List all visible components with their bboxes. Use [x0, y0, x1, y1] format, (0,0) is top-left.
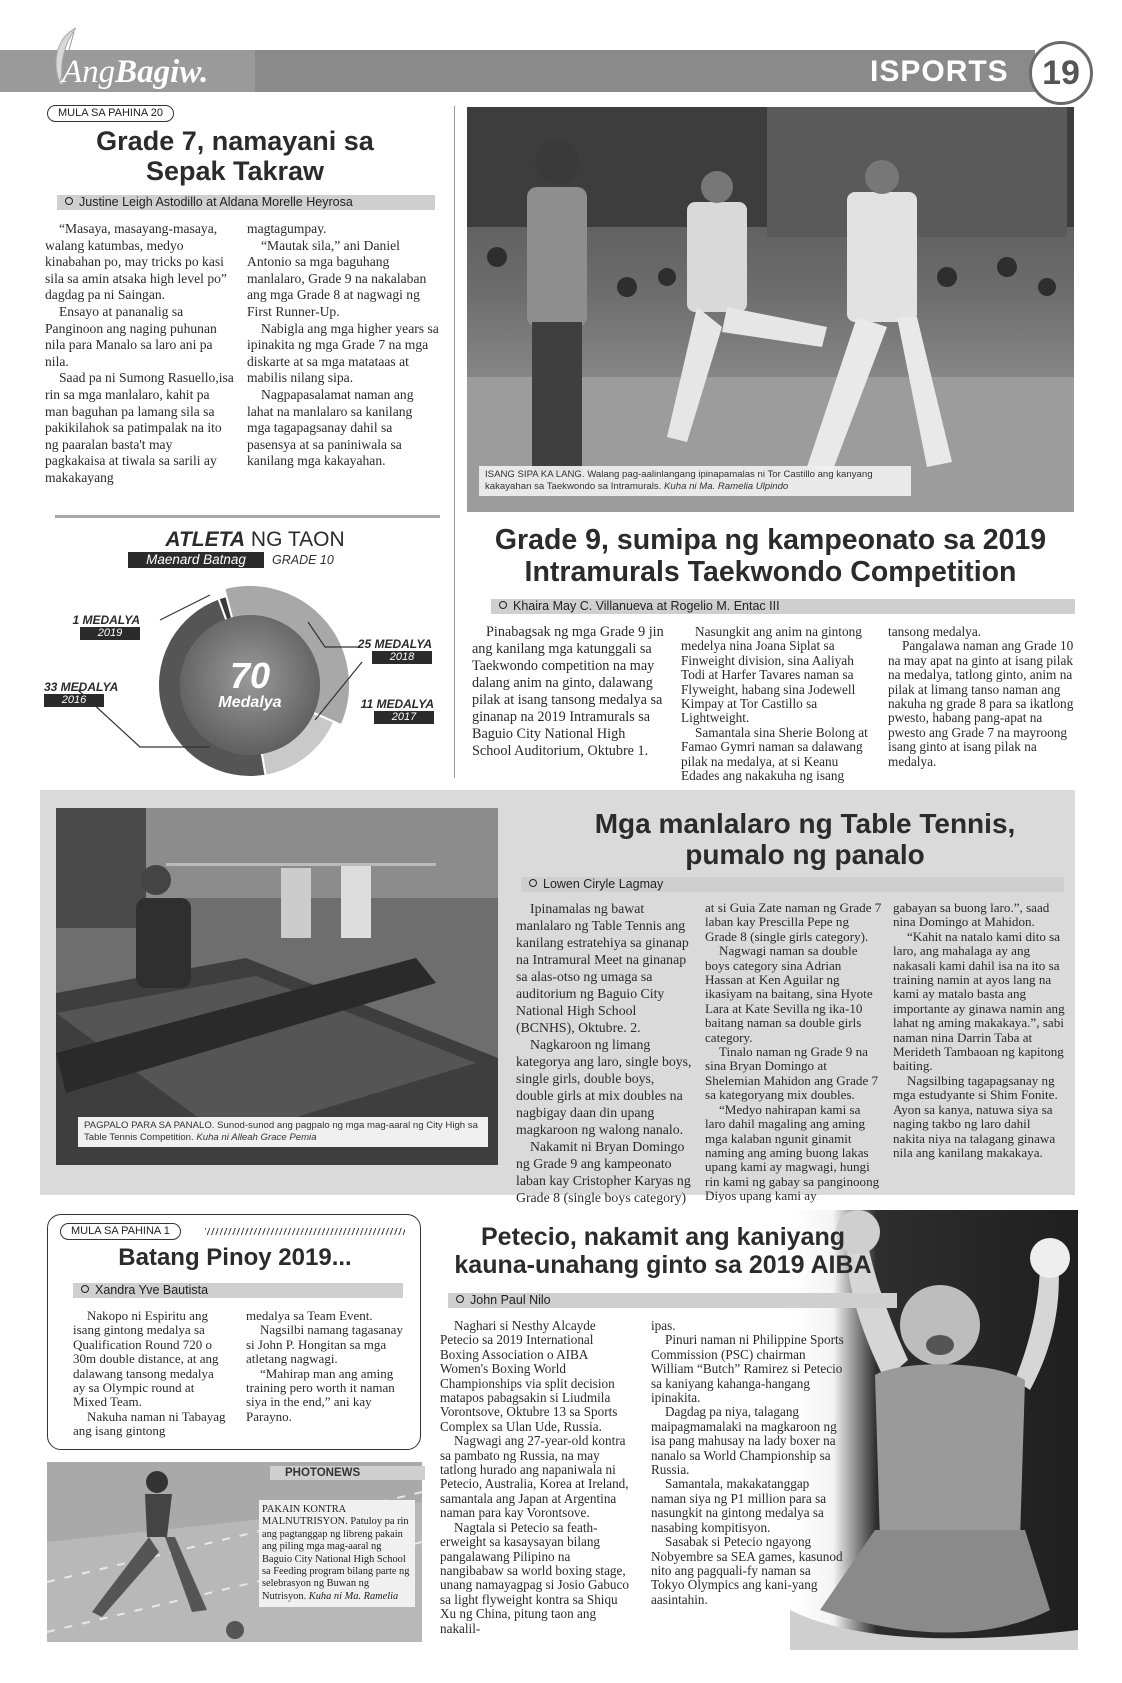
table-tennis-paragraph: Nagwagi naman sa double boys category sina Adrian Hassan at Ken Aguilar ng ikasiyam na baitang, sina Hyote Lara at Kate Sevilla ng ika-10 baitang naman sa double girls category. [705, 943, 873, 1045]
batang-continued-tag: MULA SA PAHINA 1 [60, 1223, 181, 1240]
slice-label-2019 [70, 613, 140, 640]
table-tennis-paragraph: “Kahit na natalo kami dito sa laro, ang mahalaga ay ang nakasali kami dahil isa na ito sa training namin at ayos lang na kami ay matalo basta ang importante ay ginawa namin ang lahat ng aming makakaya.”, sabi naman nina Darrin Taba at Merideth Tambaoan ng kapitong baiting. [893, 928, 1065, 1074]
sepak-byline [57, 195, 435, 210]
bullet-icon [65, 197, 73, 205]
petecio-paragraph: Nagwagi ang 27-year-old kontra sa pambato ng Russia, na may tatlong hurado ang napaniwala ni Petecio, Australia, Korea at Ireland, samantala ang Japan at Argentina naman para kay Vorontsove. [440, 1433, 629, 1521]
petecio-byline [448, 1293, 897, 1308]
column-rule [454, 106, 455, 778]
sepak-column-1 [45, 221, 235, 487]
section-label: ISPORTS [870, 55, 1009, 88]
chart-total-label: Medalya [218, 694, 282, 711]
photonews-caption [259, 1500, 415, 1607]
petecio-paragraph: Samantala, makakatanggap naman siya ng P1 million para sa nasungkit na gintong medalya sa nasabing kompitisyon. [651, 1476, 827, 1535]
slice-label-2017-count: 11 MEDALYA [360, 697, 434, 711]
table-tennis-headline: Mga manlalaro ng Table Tennis, pumalo ng panalo [594, 808, 1016, 871]
sepak-paragraph: Nagpapasalamat naman ang lahat na manlalaro sa kanilang mga tagapagsanay dahil sa pasensya at sa paniniwala sa kanilang mga kakayahan. [247, 386, 414, 469]
sepak-paragraph: “Masaya, masayang-masaya, walang katumbas, medyo kinabahan po, may tricks po kasi sila sa amin atsaka high level po” dagdag pa ni Saingan. [45, 221, 227, 303]
taekwondo-column-1 [472, 624, 668, 760]
table-tennis-column-3 [893, 901, 1065, 1160]
slice-label-2016-year: 2016 [44, 694, 104, 707]
atleta-grade: GRADE 10 [272, 553, 334, 567]
sepak-column-2 [247, 221, 439, 470]
table-tennis-paragraph: “Medyo nahirapan kami sa laro dahil magaling ang aming mga kalaban ngunit ginamit naming ang aming buong lakas upang kami ay magwagi, hungi rin kami ng gabay sa panginoong Diyos upang kami ay [705, 1101, 880, 1204]
slice-label-2016-count: 33 MEDALYA [44, 680, 119, 694]
petecio-paragraph: Dagdag pa niya, talagang maipagmamalaki na magkaroon ng isa pang mahusay na lady boxer na nanalo sa World Championship sa Russia. [651, 1404, 837, 1478]
taekwondo-column-3 [888, 625, 1078, 769]
table-tennis-scene [56, 808, 498, 1165]
batang-paragraph: “Mahirap man ang aming training pero worth it naman siya in the end,” ani kay Parayno. [246, 1365, 395, 1424]
batang-headline: Batang Pinoy 2019... [118, 1244, 352, 1271]
taekwondo-scene [467, 107, 1074, 512]
taekwondo-paragraph: Samantala sina Sherie Bolong at Famao Gymri naman sa dalawang pilak na medalya, at si Keanu Edades ang nakakuha ng isang [681, 724, 868, 784]
table-tennis-photo [56, 808, 498, 1165]
atleta-title-bold: ATLETA [165, 528, 246, 551]
taekwondo-paragraph: tansong medalya. [888, 624, 982, 639]
batang-byline-text: Xandra Yve Bautista [95, 1283, 209, 1297]
petecio-byline-text: John Paul Nilo [470, 1293, 551, 1307]
taekwondo-paragraph: Pinabagsak ng mga Grade 9 jin ang kanilang mga katunggali sa Taekwondo competition na may dalang anim na ginto, dalawang pilak at isang tansong medalya sa ginanap na 2019 Intramurals sa Baguio City National High School Auditorium, Oktubre 1. [472, 624, 664, 759]
slice-label-2017 [354, 697, 434, 724]
taekwondo-paragraph: Pangalawa naman ang Grade 10 na may apat na ginto at isang pilak na medalya, tatlong ginto, anim na pilak at limang tanso naman ang nakuha ng grade 8 para sa ikatlong pwesto, habang pang-apat na pwesto ang Grade 7 na mayroong isang ginto at isang pilak na medalya. [888, 638, 1074, 769]
batang-column-2 [246, 1309, 406, 1424]
petecio-column-2 [651, 1319, 844, 1607]
photonews-label: PHOTONEWS [270, 1466, 425, 1480]
slice-label-2019-year: 2019 [80, 627, 140, 640]
sepak-headline: Grade 7, namayani sa Sepak Takraw [96, 126, 374, 187]
atleta-title [125, 528, 385, 552]
sepak-paragraph: Nabigla ang mga higher years sa ipinakita ng mga Grade 7 na mga diskarte at sa mga matataas at mabilis nilang sipa. [247, 320, 439, 386]
petecio-paragraph: Pinuri naman ni Philippine Sports Commission (PSC) chairman William “Butch” Ramirez si Petecio sa kaniyang kahanga-hangang ipinakita. [651, 1332, 844, 1406]
table-tennis-paragraph: Ipinamalas ng bawat manlalaro ng Table Tennis ang kanilang estratehiya sa ginanap na Intramural Meet na ginanap sa alas-otso ng umaga sa auditorium ng Baguio City National High School (BCNHS), Oktubre. 2. [516, 901, 689, 1035]
taekwondo-byline [491, 599, 1075, 614]
sepak-byline-text: Justine Leigh Astodillo at Aldana Morelle Heyrosa [79, 195, 353, 209]
atleta-title-rest: NG TAON [250, 528, 345, 551]
batang-paragraph: Nakopo ni Espiritu ang isang gintong medalya sa Qualification Round 720 o 30m double distance, at ang dalawang tansong medalya ay sa Olympic round at Mixed Team. [73, 1308, 219, 1410]
slice-label-2017-year: 2017 [374, 711, 434, 724]
batang-paragraph: medalya sa Team Event. [246, 1308, 373, 1323]
paper-logo [62, 52, 208, 92]
table-tennis-byline [521, 877, 1064, 892]
chart-total-value: 70 [229, 655, 271, 696]
photonews-caption-text: PAKAIN KONTRA MALNUTRISYON. Patuloy pa rin ang pagtanggap ng libreng pakain ang piling mga mag-aaral ng Baguio City National High School sa Feeding program bilang parte ng selebrasyon ng Buwan ng Nutrisyon. [262, 1504, 410, 1602]
photonews-photo-credit: Kuha ni Ma. Ramelia [308, 1590, 399, 1602]
batang-byline [73, 1283, 403, 1298]
bullet-icon [529, 879, 537, 887]
table-tennis-byline-text: Lowen Ciryle Lagmay [543, 877, 664, 891]
paper-name-prefix: Ang [62, 54, 116, 90]
bullet-icon [499, 601, 507, 609]
taekwondo-byline-text: Khaira May C. Villanueva at Rogelio M. Entac III [513, 599, 780, 613]
taekwondo-caption [479, 466, 911, 496]
slice-label-2019-count: 1 MEDALYA [72, 613, 140, 627]
petecio-paragraph: ipas. [651, 1318, 676, 1333]
table-tennis-column-1 [516, 900, 692, 1206]
petecio-paragraph: Nagtala si Petecio sa feath-erweight sa kasaysayan bilang pangalawang Pilipino na nangibabaw sa world boxing stage, unang namayagpag si Josio Gabuco sa light flyweight kontra sa Shiqu Xu ng China, pitung taon ang nakalil- [440, 1519, 629, 1636]
petecio-headline: Petecio, nakamit ang kaniyang kauna-unahang ginto sa 2019 AIBA [454, 1223, 872, 1279]
petecio-column-1 [440, 1319, 633, 1636]
atleta-name: Maenard Batnag [128, 552, 264, 568]
slice-label-2018-count: 25 MEDALYA [357, 637, 432, 651]
table-tennis-paragraph: Nagsilbing tagapagsanay ng mga estudyante si Shim Fonite. Ayon sa kanya, natuwa siya sa naging takbo ng laro dahil nakita niya na talagang ginawa nila ang kanilang makakaya. [893, 1072, 1058, 1160]
table-tennis-caption [78, 1117, 488, 1147]
taekwondo-photo [467, 107, 1074, 512]
table-tennis-caption-text: PAGPALO PARA SA PANALO. Sunod-sunod ang pagpalo ng mga mag-aaral ng City High sa Table Tennis Competition. [84, 1120, 478, 1143]
bullet-icon [456, 1295, 464, 1303]
batang-column-1 [73, 1309, 229, 1439]
table-tennis-column-2 [705, 901, 882, 1204]
sepak-paragraph: Saad pa ni Sumong Rasuello,isa rin sa mga manlalaro, kahit pa man baguhan pa lamang sila sa pakikilahok sa patimpalak na ito ng paaralan basta't may pagkakaisa at tiwala sa sarili ay makakayang [45, 370, 234, 485]
batang-paragraph: Nakuha naman ni Tabayag ang isang gintong [73, 1408, 226, 1439]
taekwondo-column-2 [681, 625, 876, 783]
petecio-paragraph: Naghari si Nesthy Alcayde Petecio sa 2019 International Boxing Association o AIBA Women's Boxing World Championships via split decision matapos pabagsakin si Liudmila Vorontsove, Oktubre 13 sa Sports Complex sa Ulan Ude, Russia. [440, 1318, 618, 1434]
sepak-paragraph: magtagumpay. [247, 221, 327, 236]
table-tennis-paragraph: Nakamit ni Bryan Domingo ng Grade 9 ang kampeonato laban kay Cristopher Karyas ng Grade 8 (single boys category) [516, 1139, 691, 1205]
table-tennis-paragraph: at si Guia Zate naman ng Grade 7 laban kay Prescilla Pepe ng Grade 8 (single girls category). [705, 900, 882, 944]
page-number: 19 [1042, 54, 1080, 92]
slice-label-2018 [352, 637, 432, 664]
sepak-paragraph: “Mautak sila,” ani Daniel Antonio sa mga baguhang manlalaro, Grade 9 na nakalaban ang mga Grade 8 at nagwagi ng First Runner-Up. [247, 237, 427, 319]
petecio-paragraph: Sasabak si Petecio ngayong Nobyembre sa SEA games, kasunod nito ang pagquali-fy naman sa Tokyo Olympics ang kani-yang aasintahin. [651, 1534, 843, 1607]
paper-name-main: Bagiw. [115, 54, 209, 90]
taekwondo-photo-credit: Kuha ni Ma. Ramelia Ulpindo [664, 481, 789, 492]
bullet-icon [81, 1285, 89, 1293]
table-tennis-photo-credit: Kuha ni Alleah Grace Pemia [196, 1132, 317, 1143]
table-tennis-paragraph: Tinalo naman ng Grade 9 na sina Bryan Domingo at Shelemian Mahidon ang Grade 7 sa kategoryang mix doubles. [705, 1044, 879, 1103]
slice-label-2016 [44, 680, 119, 707]
section-divider [55, 515, 440, 518]
slice-label-2018-year: 2018 [372, 651, 432, 664]
hatch-rule [205, 1228, 405, 1235]
table-tennis-paragraph: gabayan sa buong laro.”, saad nina Domingo at Mahidon. [893, 900, 1050, 930]
taekwondo-headline: Grade 9, sumipa ng kampeonato sa 2019 Intramurals Taekwondo Competition [494, 524, 1047, 588]
sepak-continued-tag: MULA SA PAHINA 20 [47, 105, 174, 122]
batang-paragraph: Nagsilbi namang tagasanay si John P. Hongitan sa mga atletang nagwagi. [246, 1322, 403, 1367]
sepak-paragraph: Ensayo at pananalig sa Panginoon ang naging puhunan nila para Manalo sa laro ani pa nila. [45, 303, 217, 369]
table-tennis-paragraph: Nagkaroon ng limang kategorya ang laro, single boys, single girls, double boys, double girls at mix doubles na nagbigay daan din upang magkaroon ng walong nanalo. [516, 1037, 692, 1137]
taekwondo-caption-text: ISANG SIPA KA LANG. Walang pag-aalinlangang ipinapamalas ni Tor Castillo ang kanyang kakayahan sa Taekwondo sa Intramurals. [485, 469, 873, 492]
taekwondo-paragraph: Nasungkit ang anim na gintong medelya nina Joana Siplat sa Finweight division, sina Aaliyah Todi at Harfer Tavares naman sa Flyweight, habang sina Jodewell Kimpay at Tor Castillo sa Lightweight. [681, 624, 862, 726]
